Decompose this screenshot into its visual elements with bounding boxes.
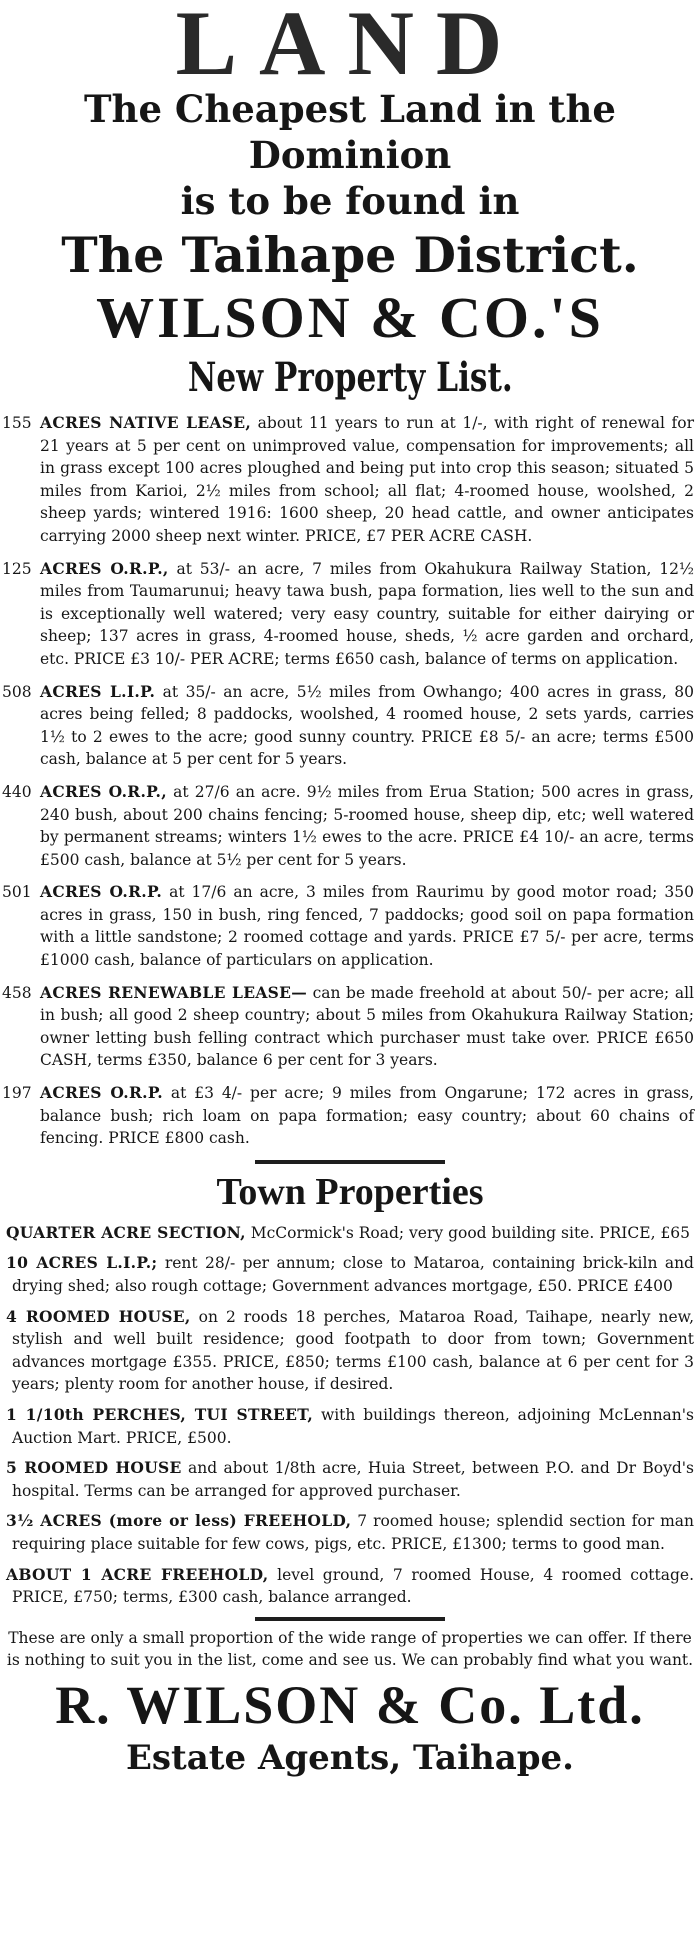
listing-lead: ACRES O.R.P., bbox=[40, 558, 169, 578]
listing-lead: ACRES NATIVE LEASE, bbox=[40, 413, 252, 432]
subtitle-wrap bbox=[0, 350, 700, 406]
listing-number: 458 bbox=[2, 983, 32, 1002]
headline-land: LAND bbox=[175, 0, 525, 94]
town-listing-item bbox=[0, 1564, 700, 1609]
town-listing-text: and about 1/8th acre, Huia Street, between P.O. and Dr Boyd's hospital. Terms can be arranged for approved purchaser. bbox=[12, 1459, 694, 1500]
town-listing-item bbox=[0, 1222, 700, 1245]
listing-lead: ACRES O.R.P. bbox=[40, 1083, 163, 1103]
town-listing-text: level ground, 7 roomed House, 4 roomed cottage. PRICE, £750; terms, £300 cash, balance arranged. bbox=[12, 1565, 695, 1607]
property-list-subtitle: New Property List. bbox=[187, 354, 513, 401]
town-listing-item bbox=[0, 1252, 700, 1297]
headline-cheapest-land: The Cheapest Land in the Dominion bbox=[84, 87, 616, 177]
town-listing-text: with buildings thereon, adjoining McLennan's Auction Mart. PRICE, £500. bbox=[12, 1405, 694, 1447]
town-listing-lead: 4 ROOMED HOUSE, bbox=[6, 1306, 191, 1326]
town-listings bbox=[0, 1222, 700, 1609]
listing-item bbox=[0, 982, 700, 1072]
listing-number: 197 bbox=[2, 1084, 32, 1103]
footer-divider bbox=[255, 1617, 445, 1621]
listing-text: about 11 years to run at 1/-, with right of renewal for 21 years at 5 per cent on unimproved value, compensation for improvements; all in grass except 100 acres ploughed and being put into crop this season; situated 5 miles from Karioi, 2½ miles from school; all flat; 4-roomed house, woolshed, 2 sheep yards; wintered 1916: 1600 sheep, 20 head cattle, and owner anticipates carrying 2000 sheep next winter. PRICE, £7 PER ACRE CASH. bbox=[40, 414, 695, 545]
town-properties-heading: Town Properties bbox=[216, 1170, 484, 1213]
town-listing-lead: 5 ROOMED HOUSE bbox=[6, 1458, 182, 1478]
agents-location: Estate Agents, Taihape. bbox=[126, 1737, 574, 1778]
listing-item bbox=[0, 781, 700, 871]
town-listing-text: McCormick's Road; very good building site. PRICE, £65 bbox=[250, 1223, 691, 1242]
headline-district: The Taihape District. bbox=[61, 226, 639, 284]
firm-name-heading: WILSON & CO.'S bbox=[96, 285, 604, 350]
firm-signature: R. WILSON & Co. Ltd. bbox=[55, 1674, 645, 1735]
town-listing-lead: ABOUT 1 ACRE FREEHOLD, bbox=[6, 1564, 269, 1584]
town-listing-lead: 3½ ACRES (more or less) FREEHOLD, bbox=[6, 1511, 352, 1531]
town-listing-lead: 10 ACRES L.I.P.; bbox=[6, 1253, 158, 1273]
town-listing-text: 7 roomed house; splendid section for man requiring place suitable for few cows, pigs, etc. PRICE, £1300; terms to good man. bbox=[12, 1512, 695, 1553]
listing-text: at 53/- an acre, 7 miles from Okahukura Railway Station, 12½ miles from Taumarunui; heavy tawa bush, papa formation, lies well to the sun and is exceptionally well watered; very easy country, suitable for either dairying or sheep; 137 acres in grass, 4-roomed house, sheds, ½ acre garden and orchard, etc. PRICE £3 10/- PER ACRE; terms £650 cash, balance of terms on application. bbox=[40, 559, 694, 668]
headline-found-in: is to be found in bbox=[180, 179, 520, 223]
listing-item bbox=[0, 558, 700, 671]
listing-number: 508 bbox=[2, 682, 32, 701]
listing-lead: ACRES L.I.P. bbox=[40, 681, 156, 701]
listing-text: at 17/6 an acre, 3 miles from Raurimu by good motor road; 350 acres in grass, 150 in bush, ring fenced, 7 paddocks; good soil on papa formation with a little sandstone; 2 roomed cottage and yards. PRICE £7 5/- per acre, terms £1000 cash, balance of particulars on application. bbox=[40, 883, 694, 970]
town-listing-text: rent 28/- per annum; close to Mataroa, containing brick-kiln and drying shed; also rough cottage; Government advances mortgage, £50. PRICE £400 bbox=[12, 1254, 694, 1295]
town-listing-text: on 2 roods 18 perches, Mataroa Road, Taihape, nearly new, stylish and well built residence; good footpath to door from town; Government advances mortgage £355. PRICE, £850; terms £100 cash, balance at 6 per cent for 3 years; plenty room for another house, if desired. bbox=[12, 1307, 694, 1394]
listing-text: can be made freehold at about 50/- per acre; all in bush; all good 2 sheep country; about 5 miles from Okahukura Railway Station; owner letting bush felling contract which purchaser must take over. PRICE £650 CASH, terms £350, balance 6 per cent for 3 years. bbox=[40, 983, 694, 1070]
town-listing-item bbox=[0, 1306, 700, 1396]
listing-item bbox=[0, 681, 700, 771]
town-listing-lead: QUARTER ACRE SECTION, bbox=[6, 1222, 246, 1242]
listing-item bbox=[0, 1082, 700, 1150]
listing-text: at £3 4/- per acre; 9 miles from Ongarune; 172 acres in grass, balance bush; rich loam on papa formation; easy country; about 60 chains of fencing. PRICE £800 cash. bbox=[40, 1084, 694, 1148]
town-listing-item bbox=[0, 1510, 700, 1555]
listing-item bbox=[0, 881, 700, 971]
listing-lead: ACRES O.R.P., bbox=[40, 781, 167, 801]
listing-number: 501 bbox=[2, 883, 32, 902]
town-listing-item bbox=[0, 1404, 700, 1449]
section-divider bbox=[255, 1160, 445, 1164]
closing-note: These are only a small proportion of the wide range of properties we can offer. If there is nothing to suit you in the list, come and see us. We can probably find what you want. bbox=[6, 1628, 694, 1669]
town-listing-lead: 1 1/10th PERCHES, TUI STREET, bbox=[6, 1404, 314, 1424]
listing-lead: ACRES RENEWABLE LEASE— bbox=[40, 982, 308, 1002]
listing-number: 155 bbox=[2, 414, 32, 432]
listing-text: at 35/- an acre, 5½ miles from Owhango; 400 acres in grass, 80 acres being felled; 8 paddocks, woolshed, 4 roomed house, 2 sets yards, carries 1½ to 2 ewes to the acre; good sunny country. PRICE £8 5/- an acre; terms £500 cash, balance at 5 per cent for 5 years. bbox=[40, 682, 694, 769]
listing-lead: ACRES O.R.P. bbox=[40, 882, 163, 902]
listing-text: at 27/6 an acre. 9½ miles from Erua Station; 500 acres in grass, 240 bush, about 200 chains fencing; 5-roomed house, sheep dip, etc; well watered by permanent streams; winters 1½ ewes to the acre. PRICE £4 10/- an acre, terms £500 cash, balance at 5½ per cent for 5 years. bbox=[40, 782, 694, 869]
listing-number: 125 bbox=[2, 559, 32, 578]
town-listing-item bbox=[0, 1457, 700, 1502]
rural-listings bbox=[0, 412, 700, 1150]
listing-number: 440 bbox=[2, 782, 32, 801]
listing-item bbox=[0, 412, 700, 548]
